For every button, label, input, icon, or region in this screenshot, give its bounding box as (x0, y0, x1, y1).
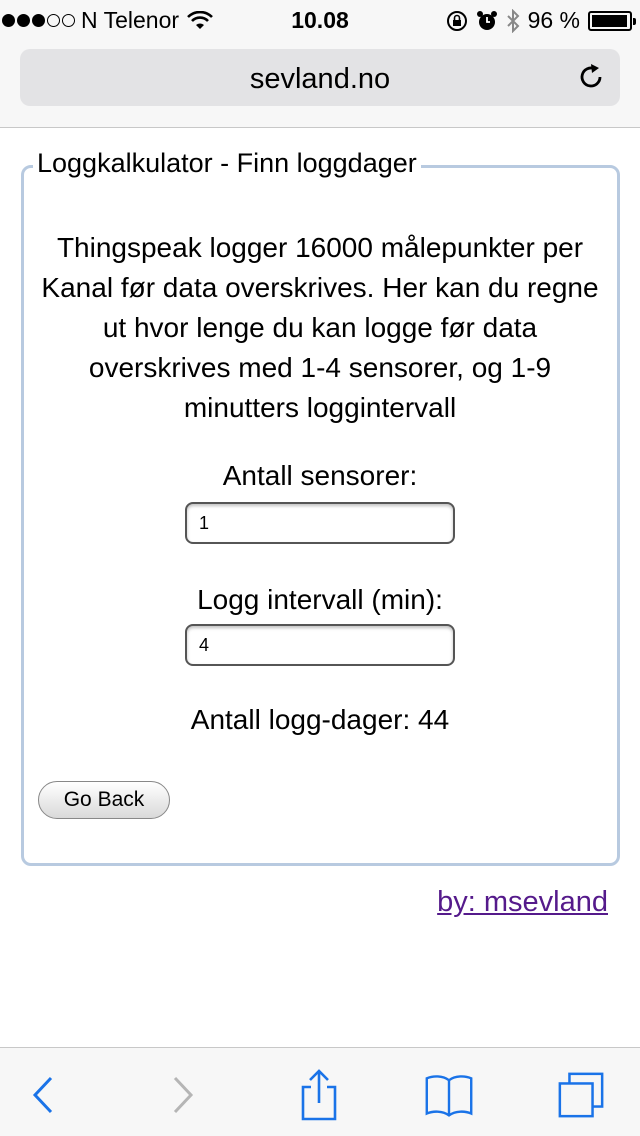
url-text[interactable]: sevland.no (249, 63, 391, 95)
carrier-name: N Telenor (81, 7, 180, 33)
back-button[interactable] (18, 1070, 68, 1120)
result-label: Antall logg-dager: (190, 704, 411, 735)
result-value: 44 (418, 704, 450, 735)
result-text (0, 704, 640, 736)
bluetooth-icon (506, 9, 520, 33)
bookmarks-icon[interactable] (424, 1071, 474, 1119)
interval-input[interactable]: 4 (185, 624, 455, 666)
browser-toolbar (0, 1047, 640, 1136)
byline-link[interactable]: by: msevland (437, 886, 608, 918)
share-button[interactable] (294, 1070, 344, 1120)
go-back-button[interactable]: Go Back (38, 781, 170, 819)
forward-button[interactable] (158, 1070, 208, 1120)
battery-icon (588, 11, 632, 31)
tabs-button[interactable] (556, 1070, 606, 1120)
address-bar[interactable] (20, 49, 620, 106)
back-icon[interactable] (31, 1075, 55, 1115)
battery-percent: 96 % (527, 7, 580, 33)
status-time: 10.08 (291, 7, 349, 33)
sensors-input[interactable]: 1 (185, 502, 455, 544)
intro-text: Thingspeak logger 16000 målepunkter per Kanal før data overskrives. Her kan du regne ut hvor lenge du kan logge før data overskrives med 1-4 sensorer, og 1-9 minutters loggintervall (41, 232, 599, 423)
browser-top-chrome (0, 0, 640, 128)
interval-label: Logg intervall (min): (197, 584, 443, 615)
tabs-icon[interactable] (556, 1069, 606, 1121)
sensors-label: Antall sensorer: (222, 460, 418, 491)
reload-icon[interactable] (576, 62, 606, 92)
fieldset-legend: Loggkalkulator - Finn loggdager (33, 148, 421, 179)
rotation-lock-icon (446, 10, 468, 32)
bookmarks-button[interactable] (424, 1070, 474, 1120)
status-right (446, 7, 632, 34)
alarm-icon (476, 10, 498, 32)
status-bar (0, 0, 640, 40)
forward-icon[interactable] (171, 1075, 195, 1115)
share-icon[interactable] (297, 1069, 341, 1121)
battery-level (592, 15, 627, 27)
